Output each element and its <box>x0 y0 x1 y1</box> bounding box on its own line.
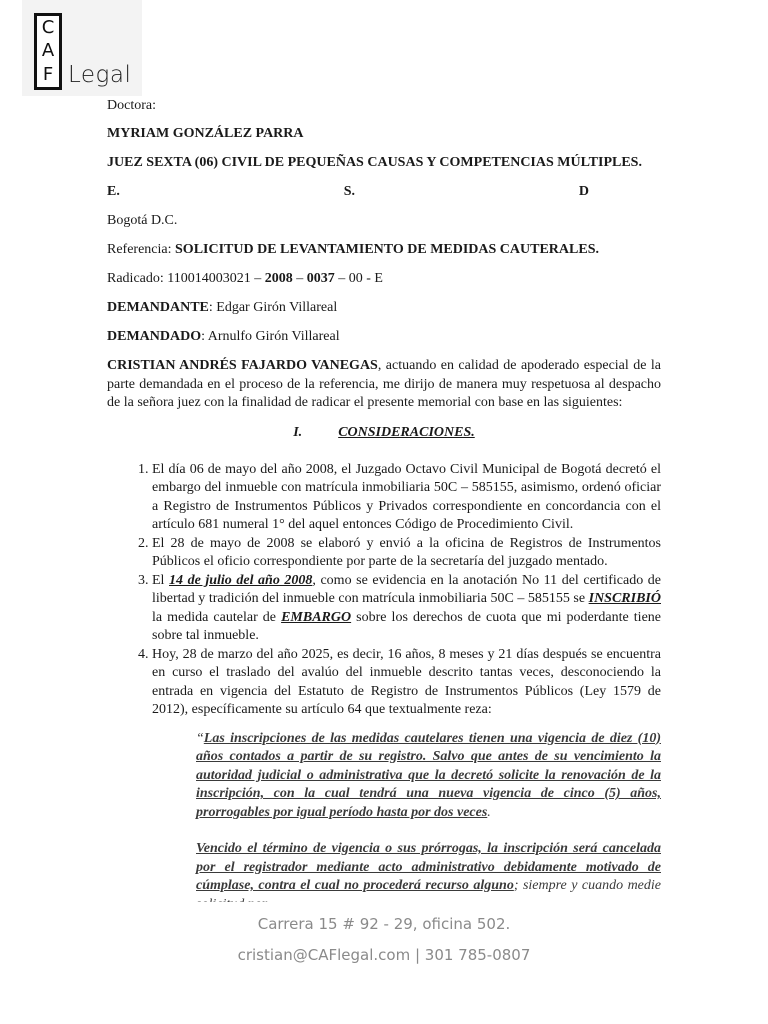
item-2-text: El 28 de mayo de 2008 se elaboró y envió a la oficina de Registros de Instrumentos Públicos el oficio correspondiente por parte de la secretaría del juzgado mentado. <box>152 535 661 569</box>
recipient-court: JUEZ SEXTA (06) CIVIL DE PEQUEÑAS CAUSAS Y COMPETENCIAS MÚLTIPLES. <box>107 155 642 170</box>
esd-e: E. <box>107 184 120 199</box>
recipient-name: MYRIAM GONZÁLEZ PARRA <box>107 126 304 141</box>
logo-letter-f: F <box>42 64 54 86</box>
legal-quote <box>196 730 661 915</box>
footer-contact: cristian@CAFlegal.com | 301 785-0807 <box>237 946 531 964</box>
esd-s: S. <box>343 184 355 199</box>
section-number: I. <box>293 424 303 440</box>
quote-end-1: . <box>487 804 491 820</box>
radicado-sep: – <box>292 271 307 286</box>
esd-line <box>107 183 661 212</box>
lawyer-name: CRISTIAN ANDRÉS FAJARDO VANEGAS <box>107 358 378 373</box>
logo-letter-a: A <box>41 40 55 62</box>
radicado-line <box>107 270 661 299</box>
item-3-c: la medida cautelar de <box>152 609 282 625</box>
section-heading <box>107 424 661 453</box>
list-item <box>152 461 661 535</box>
item-3-inscribio: INSCRIBIÓ <box>588 591 661 606</box>
esd-d: D <box>578 184 589 199</box>
radicado-suffix: – 00 - E <box>334 271 383 286</box>
logo-letter-c: C <box>41 16 55 38</box>
item-1-text: El día 06 de mayo del año 2008, el Juzgado Octavo Civil Municipal de Bogotá decretó el embargo del inmueble con matrícula inmobiliaria 50C – 585155, asimismo, ordenó oficiar a Registro de Instrumentos Públicos y Privados correspondiente en concordancia con el artículo 681 numeral 1° del aquel entonces Código de Procedimiento Civil. <box>152 461 661 532</box>
quote-text-1: Las inscripciones de las medidas cautelares tienen una vigencia de diez (10) años contados a partir de su registro. Salvo que antes de su vencimiento la autoridad judicial o administrativa que la decretó solicite la renovación de la inscripción, con la cual tendrá una nueva vigencia de cinco (5) años, prorrogables por igual período hasta por dos veces <box>196 730 661 820</box>
quote-paragraph-1 <box>196 730 661 823</box>
radicado-label: Radicado: 110014003021 – <box>107 271 265 286</box>
logo-mark <box>34 13 62 90</box>
reference-value: SOLICITUD DE LEVANTAMIENTO DE MEDIDAS CAUTERALES. <box>175 242 599 257</box>
caf-legal-logo <box>22 0 142 96</box>
demandante-line <box>107 299 661 328</box>
list-item <box>152 572 661 646</box>
radicado-year: 2008 <box>264 271 293 286</box>
item-3-d: sobre los derechos de cuota que mi poderdante tiene sobre tal inmueble. <box>152 609 661 643</box>
logo-word: Legal <box>68 62 132 88</box>
considerations-list <box>107 461 661 720</box>
quote-end-2: ; siempre y cuando medie <box>513 878 662 893</box>
list-item <box>152 646 661 720</box>
demandado-label: DEMANDADO <box>107 329 202 344</box>
item-4-text: Hoy, 28 de marzo del año 2025, es decir, 16 años, 8 meses y 21 días después se encuentra en curso el traslado del avalúo del inmueble descrito tantas veces, desconociendo la entrada en vigencia del Estatuto de Registro de Instrumentos Públicos (Ley 1579 de 2012), específicamente su artículo 64 que textualmente reza: <box>152 646 661 717</box>
reference-label: Referencia: <box>107 242 176 257</box>
footer-address: Carrera 15 # 92 - 29, oficina 502. <box>257 915 511 933</box>
letter-body <box>107 97 661 914</box>
list-item <box>152 535 661 572</box>
radicado-num: 0037 <box>306 271 335 286</box>
demandado-line <box>107 328 661 357</box>
quote-text-2: Vencido el término de vigencia o sus prórrogas, la inscripción será cancelada por el registrador mediante acto administrativo debidamente motivado de cúmplase, contra el cual no procederá recurso alguno <box>196 841 661 893</box>
intro-text: , actuando en calidad de apoderado especial de la parte demandada en el proceso de la referencia, me dirijo de manera muy respetuosa al despacho de la señora juez con la finalidad de radicar el presente memorial con base en las siguientes: <box>107 358 661 410</box>
reference-line <box>107 241 661 270</box>
salutation: Doctora: <box>107 98 156 113</box>
item-3-date: 14 de julio del año 2008 <box>169 572 313 588</box>
item-3-embargo: EMBARGO <box>281 609 352 625</box>
item-3-b: , como se evidencia en la anotación No 11 del certificado de libertad y tradición del inmueble con matrícula inmobiliaria 50C – 585155 se <box>152 572 661 606</box>
intro-paragraph <box>107 357 661 413</box>
demandante-value: : Edgar Girón Villareal <box>208 300 338 315</box>
item-3-a: El <box>152 572 170 588</box>
demandado-value: : Arnulfo Girón Villareal <box>201 329 340 344</box>
section-title: CONSIDERACIONES. <box>338 424 475 440</box>
demandante-label: DEMANDANTE <box>107 300 209 315</box>
city: Bogotá D.C. <box>107 213 178 228</box>
quote-open-mark: “ <box>196 730 204 746</box>
